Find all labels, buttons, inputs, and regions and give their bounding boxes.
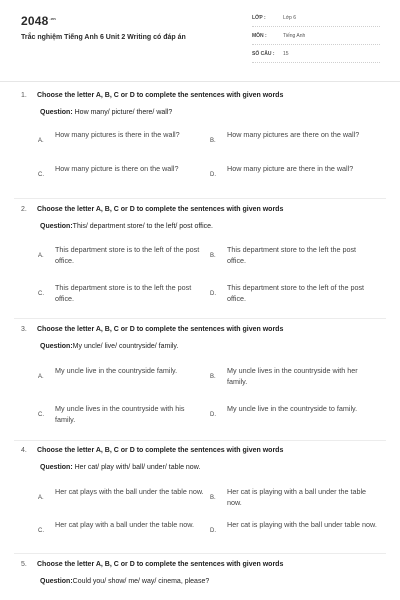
option-text: This department store to the left of the post office. [227, 283, 365, 303]
option-text: My uncle lives in the countryside with her family. [227, 366, 358, 386]
question-number: 2. [21, 206, 27, 213]
meta-count-label: SỐ CÂU : [252, 51, 275, 57]
option-text: Her cat is playing with the ball under table now. [227, 520, 377, 529]
question-prompt [40, 109, 172, 116]
instruction-text: Choose the letter A, B, C or D to complete the sentences with given words [37, 206, 284, 213]
question-divider [14, 318, 386, 319]
option-letter: B. [210, 495, 216, 501]
option-c[interactable] [38, 163, 205, 178]
option-a[interactable] [38, 244, 205, 266]
meta-count-value: 15 [283, 51, 289, 57]
option-a[interactable] [38, 486, 205, 501]
option-text: This department store is to the left the post office. [55, 283, 192, 303]
option-text: My uncle lives in the countryside with his family. [55, 404, 185, 424]
logo-text: 2048 [21, 14, 49, 28]
instruction-text: Choose the letter A, B, C or D to complete the sentences with given words [37, 92, 284, 99]
meta-count [252, 45, 380, 63]
option-letter: D. [210, 412, 216, 418]
question-number: 5. [21, 561, 27, 568]
option-letter: C. [38, 528, 44, 534]
question-instruction [21, 447, 283, 454]
option-text: My uncle live in the countryside family. [55, 366, 178, 375]
meta-class-label: LỚP : [252, 15, 266, 21]
option-d[interactable] [210, 519, 377, 534]
question-prompt [40, 343, 178, 350]
option-text: Her cat plays with the ball under the table now. [55, 487, 204, 496]
question-instruction [21, 206, 283, 213]
question-prompt [40, 464, 200, 471]
option-text: How many pictures are there on the wall? [227, 130, 360, 139]
option-c[interactable] [38, 403, 205, 425]
meta-subject-value: Tiếng Anh [283, 33, 306, 39]
question-divider [14, 198, 386, 199]
question-prompt [40, 578, 209, 585]
question-label: Question: [40, 578, 73, 585]
option-text: This department store to the left the post office. [227, 245, 357, 265]
option-letter: A. [38, 374, 44, 380]
option-d[interactable] [210, 403, 377, 418]
option-text: How many pictures is there in the wall? [55, 130, 180, 139]
option-text: How many picture are there in the wall? [227, 164, 354, 173]
option-letter: D. [210, 172, 216, 178]
prompt-text: My uncle/ live/ countryside/ family. [72, 343, 179, 350]
question-instruction [21, 92, 283, 99]
logo-suffix: .vn [49, 16, 56, 21]
option-a[interactable] [38, 129, 205, 144]
option-d[interactable] [210, 163, 377, 178]
option-a[interactable] [38, 365, 205, 380]
instruction-text: Choose the letter A, B, C or D to complete the sentences with given words [37, 326, 284, 333]
question-instruction [21, 326, 283, 333]
question-number: 4. [21, 447, 27, 454]
option-letter: B. [210, 138, 216, 144]
option-text: Her cat play with a ball under the table now. [55, 520, 195, 529]
document-title: Trắc nghiệm Tiếng Anh 6 Unit 2 Writing có đáp án [21, 34, 186, 41]
option-letter: D. [210, 528, 216, 534]
question-divider [14, 553, 386, 554]
question-prompt [40, 223, 213, 230]
meta-subject [252, 27, 380, 45]
option-letter: D. [210, 291, 216, 297]
meta-subject-label: MÔN : [252, 33, 267, 39]
prompt-text: How many/ picture/ there/ wall? [74, 109, 173, 116]
option-d[interactable] [210, 282, 377, 304]
option-letter: C. [38, 291, 44, 297]
option-text: How many picture is there on the wall? [55, 164, 179, 173]
option-letter: A. [38, 253, 44, 259]
prompt-text: Could you/ show/ me/ way/ cinema, please? [72, 578, 210, 585]
meta-class-value: Lớp 6 [283, 15, 297, 21]
option-text: Her cat is playing with a ball under the table now. [227, 487, 367, 507]
option-letter: C. [38, 172, 44, 178]
option-b[interactable] [210, 365, 377, 387]
option-letter: B. [210, 253, 216, 259]
question-label: Question: [40, 343, 73, 350]
instruction-text: Choose the letter A, B, C or D to complete the sentences with given words [37, 561, 284, 568]
option-c[interactable] [38, 519, 205, 534]
option-b[interactable] [210, 486, 377, 508]
question-label: Question: [40, 464, 73, 471]
prompt-text: Her cat/ play with/ ball/ under/ table now. [74, 464, 201, 471]
option-text: This department store is to the left of the post office. [55, 245, 200, 265]
prompt-text: This/ department store/ to the left/ post office. [72, 223, 214, 230]
site-logo[interactable] [21, 14, 56, 28]
option-c[interactable] [38, 282, 205, 304]
option-letter: A. [38, 138, 44, 144]
question-number: 1. [21, 92, 27, 99]
option-letter: A. [38, 495, 44, 501]
question-number: 3. [21, 326, 27, 333]
page-header [0, 0, 400, 82]
option-letter: B. [210, 374, 216, 380]
instruction-text: Choose the letter A, B, C or D to complete the sentences with given words [37, 447, 284, 454]
question-label: Question: [40, 223, 73, 230]
option-b[interactable] [210, 129, 377, 144]
question-divider [14, 440, 386, 441]
option-text: My uncle live in the countryside to family. [227, 404, 358, 413]
option-letter: C. [38, 412, 44, 418]
option-b[interactable] [210, 244, 377, 266]
question-instruction [21, 561, 283, 568]
meta-class [252, 9, 380, 27]
question-label: Question: [40, 109, 73, 116]
